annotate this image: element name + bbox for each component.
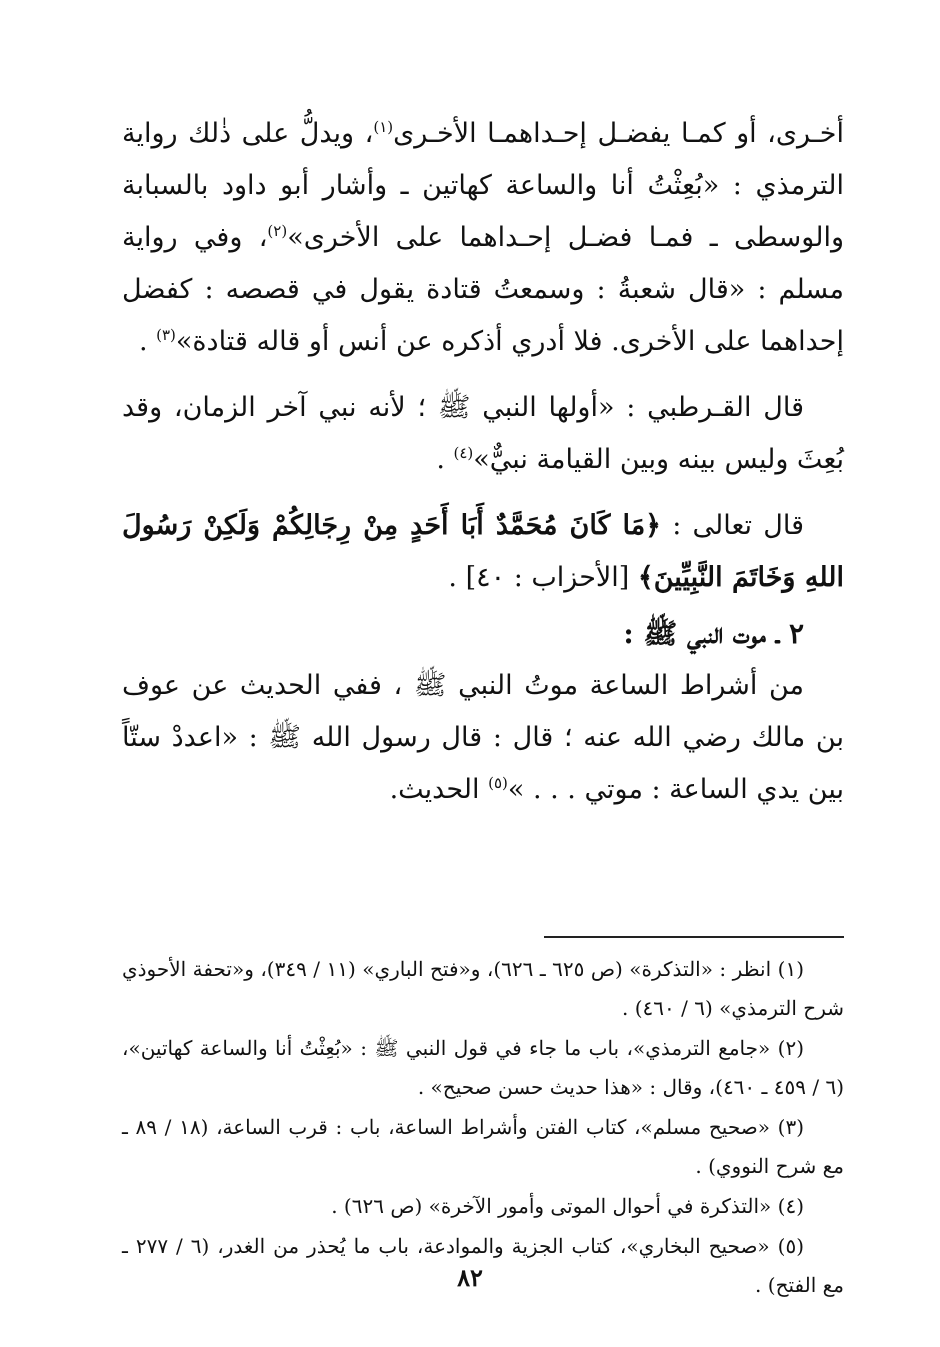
quran-verse: ﴿مَا كَانَ مُحَمَّدٌ أَبَا أَحَدٍ مِنْ رِجَالِكُمْ وَلَكِنْ رَسُولَ اللهِ وَخَاتَمَ النَّبِيِّينَ﴾ (122, 510, 844, 593)
paragraph-text: ، وفي رواية مسلم : «قال شعبةُ : وسمعتُ قتادة يقول في قصصه : كفضل إحداهما على الأخرى. فلا أدري أذكره عن أنس أو قاله قتادة» (122, 222, 844, 357)
footnote-ref-1[interactable]: (١) (373, 118, 394, 136)
paragraph-quran-verse (122, 500, 844, 604)
footnote-1: (١) انظر : «التذكرة» (ص ٦٢٥ ـ ٦٢٦)، و«فتح الباري» (١١ / ٣٤٩)، و«تحفة الأحوذي شرح الترمذي» (٦ / ٤٦٠) . (122, 957, 844, 1020)
footnote-5: (٥) «صحيح البخاري»، كتاب الجزية والموادعة، باب ما يُحذر من الغدر، (٦ / ٢٧٧ ـ مع الفتح) . (122, 1234, 844, 1297)
footnote-ref-4[interactable]: (٤) (453, 444, 474, 462)
footnotes (122, 950, 844, 1306)
verse-citation: [الأحزاب : ٤٠] . (448, 562, 638, 593)
footnote-ref-3[interactable]: (٣) (156, 326, 176, 344)
footnote-ref-2[interactable]: (٢) (267, 222, 288, 240)
footnote-2: (٢) «جامع الترمذي»، باب ما جاء في قول النبي ﷺ : «بُعِثْتُ أنا والساعة كهاتين»، (٦ / ٤٥٩ ـ ٤٦٠)، وقال : «هذا حديث حسن صحيح» . (122, 1036, 844, 1099)
paragraph-text: ، ويدلُّ على ذٰلك رواية الترمذي : «بُعِثْتُ أنا والساعة كهاتين ـ وأشار أبو داود بالسبابة والوسطى ـ فمـا فضـل إحـداهما على الأخرى» (122, 118, 844, 253)
footnote-divider (544, 936, 844, 938)
paragraph-text: أخـرى، أو كمـا يفضـل إحـداهمـا الأخـرى (393, 118, 845, 149)
paragraph-text: من أشراط الساعة موتُ النبي ﷺ ، ففي الحديث عن عوف بن مالك رضي الله عنه ؛ قال : قال رسول الله ﷺ : «اعددْ ستّاً بين يدي الساعة : موتي . . . » (122, 670, 844, 805)
paragraph-death-of-prophet (122, 660, 844, 816)
footnote-4: (٤) «التذكرة في أحوال الموتى وأمور الآخرة» (ص ٦٢٦) . (331, 1194, 804, 1218)
paragraph-text: قال القـرطبي : «أولها النبي ﷺ ؛ لأنه نبي آخر الزمان، وقد بُعِثَ وليس بينه وبين القيامة نبيٌّ» (122, 392, 844, 475)
footnote-3: (٣) «صحيح مسلم»، كتاب الفتن وأشراط الساعة، باب : قرب الساعة، (١٨ / ٨٩ ـ مع شرح النووي) . (122, 1115, 844, 1178)
paragraph-text: . (138, 326, 157, 357)
page-number: ٨٢ (457, 1263, 483, 1292)
paragraph-hadith-tirmidhi (122, 108, 844, 368)
paragraph-text: . (436, 444, 454, 475)
paragraph-text: الحديث. (389, 774, 489, 805)
paragraph-text: قال تعالى : (661, 510, 804, 541)
paragraph-qurtubi (122, 382, 844, 486)
body-text (122, 108, 844, 816)
section-heading: ٢ ـ موت النبي ﷺ : (623, 617, 804, 650)
footnote-ref-5[interactable]: (٥) (488, 774, 508, 792)
